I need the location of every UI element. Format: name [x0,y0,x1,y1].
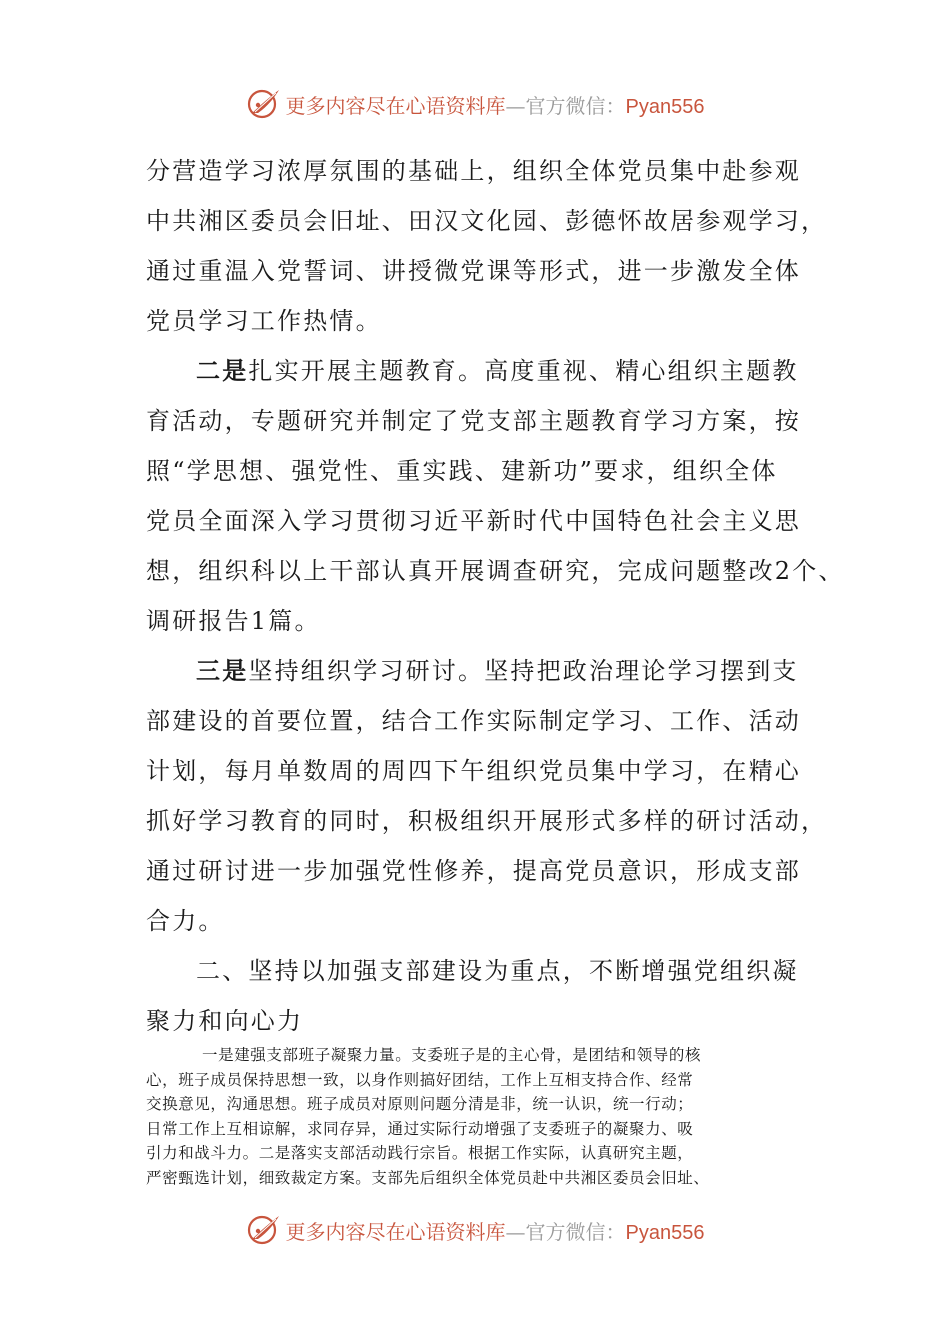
small-line: 一是建强支部班子凝聚力量。支委班子是的主心骨，是团结和领导的核 [202,1046,702,1064]
header-banner-wechat-label: 官方微信： [525,93,626,118]
footer-banner-text [286,1216,705,1245]
body-line: 想，组织科以上干部认真开展调查研究，完成问题整改2个、 [146,557,845,585]
footer-banner-title: 更多内容尽在心语资料库 [285,1219,506,1244]
header-banner-title: 更多内容尽在心语资料库 [285,93,506,118]
document-body [146,146,845,1046]
footer-banner-dash: — [505,1219,526,1244]
small-line: 严密甄选计划，细致裁定方案。支部先后组织全体党员赴中共湘区委员会旧址、 [146,1168,710,1187]
body-line: 党员学习工作热情。 [146,307,382,335]
body-line: 计划，每月单数周的周四下午组织党员集中学习，在精心 [146,757,801,785]
small-paragraph [146,1043,806,1190]
header-banner [0,84,950,124]
small-line: 心，班子成员保持思想一致，以身作则搞好团结，工作上互相支持合作、经常 [146,1070,694,1089]
paragraph-3-first-text: 坚持组织学习研讨。坚持把政治理论学习摆到支 [248,657,799,685]
body-line: 合力。 [146,907,225,935]
body-line: 照“学思想、强党性、重实践、建新功”要求，组织全体 [146,457,778,485]
header-banner-text [286,90,705,119]
footer-banner-account: Pyan556 [625,1221,705,1244]
quill-pen-logo-icon [246,86,282,122]
header-banner-account: Pyan556 [625,95,705,118]
footer-banner [0,1210,950,1250]
footer-banner-wechat-label: 官方微信： [525,1219,626,1244]
paragraph-2-first-text: 扎实开展主题教育。高度重视、精心组织主题教 [248,357,799,385]
body-line: 通过重温入党誓词、讲授微党课等形式，进一步激发全体 [146,257,801,285]
paragraph-2-lead: 二是 [196,356,249,385]
small-line: 日常工作上互相谅解，求同存异，通过实际行动增强了支委班子的凝聚力、吸 [146,1119,694,1138]
small-line: 交换意见，沟通思想。班子成员对原则问题分清是非，统一认识，统一行动； [146,1095,694,1113]
paragraph-2-first-line [146,346,826,396]
section-heading-continued: 聚力和向心力 [146,1007,304,1035]
body-line: 部建设的首要位置，结合工作实际制定学习、工作、活动 [146,707,801,735]
small-line: 引力和战斗力。二是落实支部活动践行宗旨。根据工作实际，认真研究主题， [146,1144,694,1162]
body-line: 中共湘区委员会旧址、田汉文化园、彭德怀故居参观学习， [146,207,828,235]
body-line: 抓好学习教育的同时，积极组织开展形式多样的研讨活动， [146,807,828,835]
section-heading: 二、坚持以加强支部建设为重点，不断增强党组织凝 [196,957,799,985]
header-banner-dash: — [505,93,526,118]
body-line: 育活动，专题研究并制定了党支部主题教育学习方案，按 [146,407,801,435]
paragraph-3-lead: 三是 [196,656,249,685]
paragraph-3-first-line [146,646,826,696]
body-line: 分营造学习浓厚氛围的基础上，组织全体党员集中赴参观 [146,157,801,185]
body-line: 调研报告1篇。 [146,607,321,635]
quill-pen-logo-icon [246,1212,282,1248]
body-line: 通过研讨进一步加强党性修养，提高党员意识，形成支部 [146,857,801,885]
body-line: 党员全面深入学习贯彻习近平新时代中国特色社会主义思 [146,507,801,535]
